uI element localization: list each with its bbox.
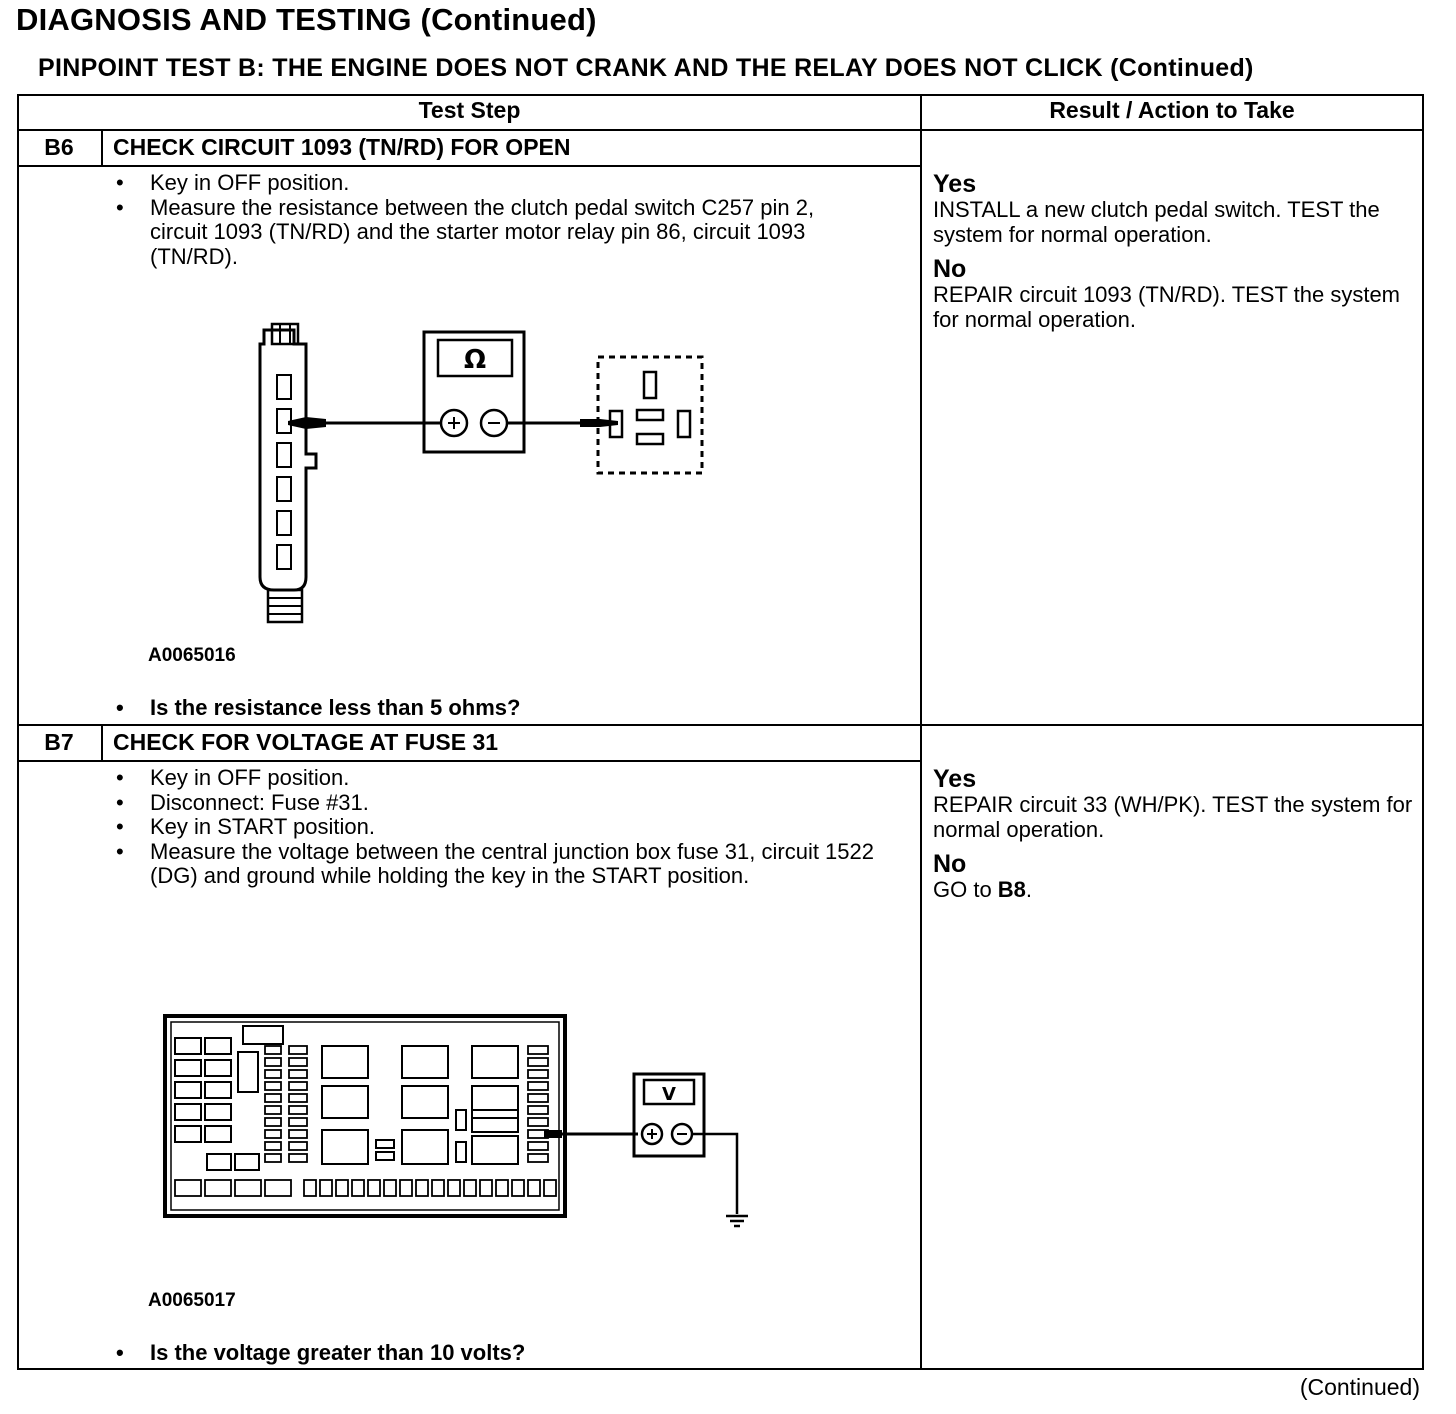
yes-label: Yes (933, 765, 977, 793)
voltmeter-symbol: V (662, 1084, 676, 1105)
no-action-prefix: GO to (933, 877, 998, 902)
no-action (933, 878, 1421, 903)
step-title-b7: CHECK FOR VOLTAGE AT FUSE 31 (113, 729, 499, 755)
result-b7 (933, 765, 1421, 911)
step-title-b6: CHECK CIRCUIT 1093 (TN/RD) FOR OPEN (113, 134, 571, 160)
question-b6: • Is the resistance less than 5 ohms? (116, 695, 520, 721)
header-result: Result / Action to Take (1049, 97, 1295, 123)
b6-title-divider (17, 165, 922, 167)
result-b6 (933, 170, 1421, 340)
b6-id-divider (101, 129, 103, 167)
goto-step-link[interactable]: B8 (997, 877, 1026, 902)
header-test-step: Test Step (418, 97, 521, 123)
step-id-b7: B7 (44, 729, 74, 755)
instruction-item: • Measure the voltage between the central junction box fuse 31, circuit 1522 (DG) and ground while holding the key in the START position. (116, 840, 876, 889)
yes-label: Yes (933, 170, 977, 198)
continued-footer: (Continued) (1299, 1374, 1420, 1400)
no-action: REPAIR circuit 1093 (TN/RD). TEST the system for normal operation. (933, 282, 1401, 332)
b6-instructions (116, 171, 876, 269)
no-label: No (933, 255, 967, 283)
figure-id-b6: A0065016 (148, 645, 236, 666)
voltmeter-icon (634, 1074, 737, 1214)
b6-diagram (250, 322, 710, 632)
column-divider (920, 94, 922, 1370)
b7-instructions (116, 766, 876, 889)
yes-action: INSTALL a new clutch pedal switch. TEST the system for normal operation. (933, 197, 1380, 247)
yes-action: REPAIR circuit 33 (WH/PK). TEST the system for normal operation. (933, 792, 1413, 842)
b7-diagram (160, 1012, 760, 1232)
ohm-symbol: Ω (463, 345, 487, 375)
pinpoint-test-title: PINPOINT TEST B: THE ENGINE DOES NOT CRANK AND THE RELAY DOES NOT CLICK (Continued) (38, 54, 1254, 82)
page-title: DIAGNOSIS AND TESTING (Continued) (16, 2, 597, 37)
ground-icon (726, 1216, 748, 1226)
instruction-item: • Measure the resistance between the clutch pedal switch C257 pin 2, circuit 1093 (TN/RD) and the starter motor relay pin 86, circuit 1093 (TN/RD). (116, 196, 876, 270)
starter-relay-icon (598, 357, 702, 473)
figure-id-b7: A0065017 (148, 1290, 236, 1311)
no-label: No (933, 850, 967, 878)
instruction-item: • Key in START position. (116, 815, 876, 840)
clutch-switch-connector-icon (260, 330, 316, 590)
instruction-item: • Disconnect: Fuse #31. (116, 791, 876, 816)
header-divider (17, 129, 1424, 131)
no-action-suffix: . (1025, 877, 1033, 902)
instruction-item: • Key in OFF position. (116, 766, 876, 791)
question-b7: • Is the voltage greater than 10 volts? (116, 1340, 525, 1366)
b7-title-divider (17, 760, 922, 762)
instruction-item: • Key in OFF position. (116, 171, 876, 196)
step-id-b6: B6 (44, 134, 74, 160)
b7-id-divider (101, 724, 103, 762)
junction-box-icon (165, 1016, 565, 1216)
step-divider (17, 724, 1424, 726)
